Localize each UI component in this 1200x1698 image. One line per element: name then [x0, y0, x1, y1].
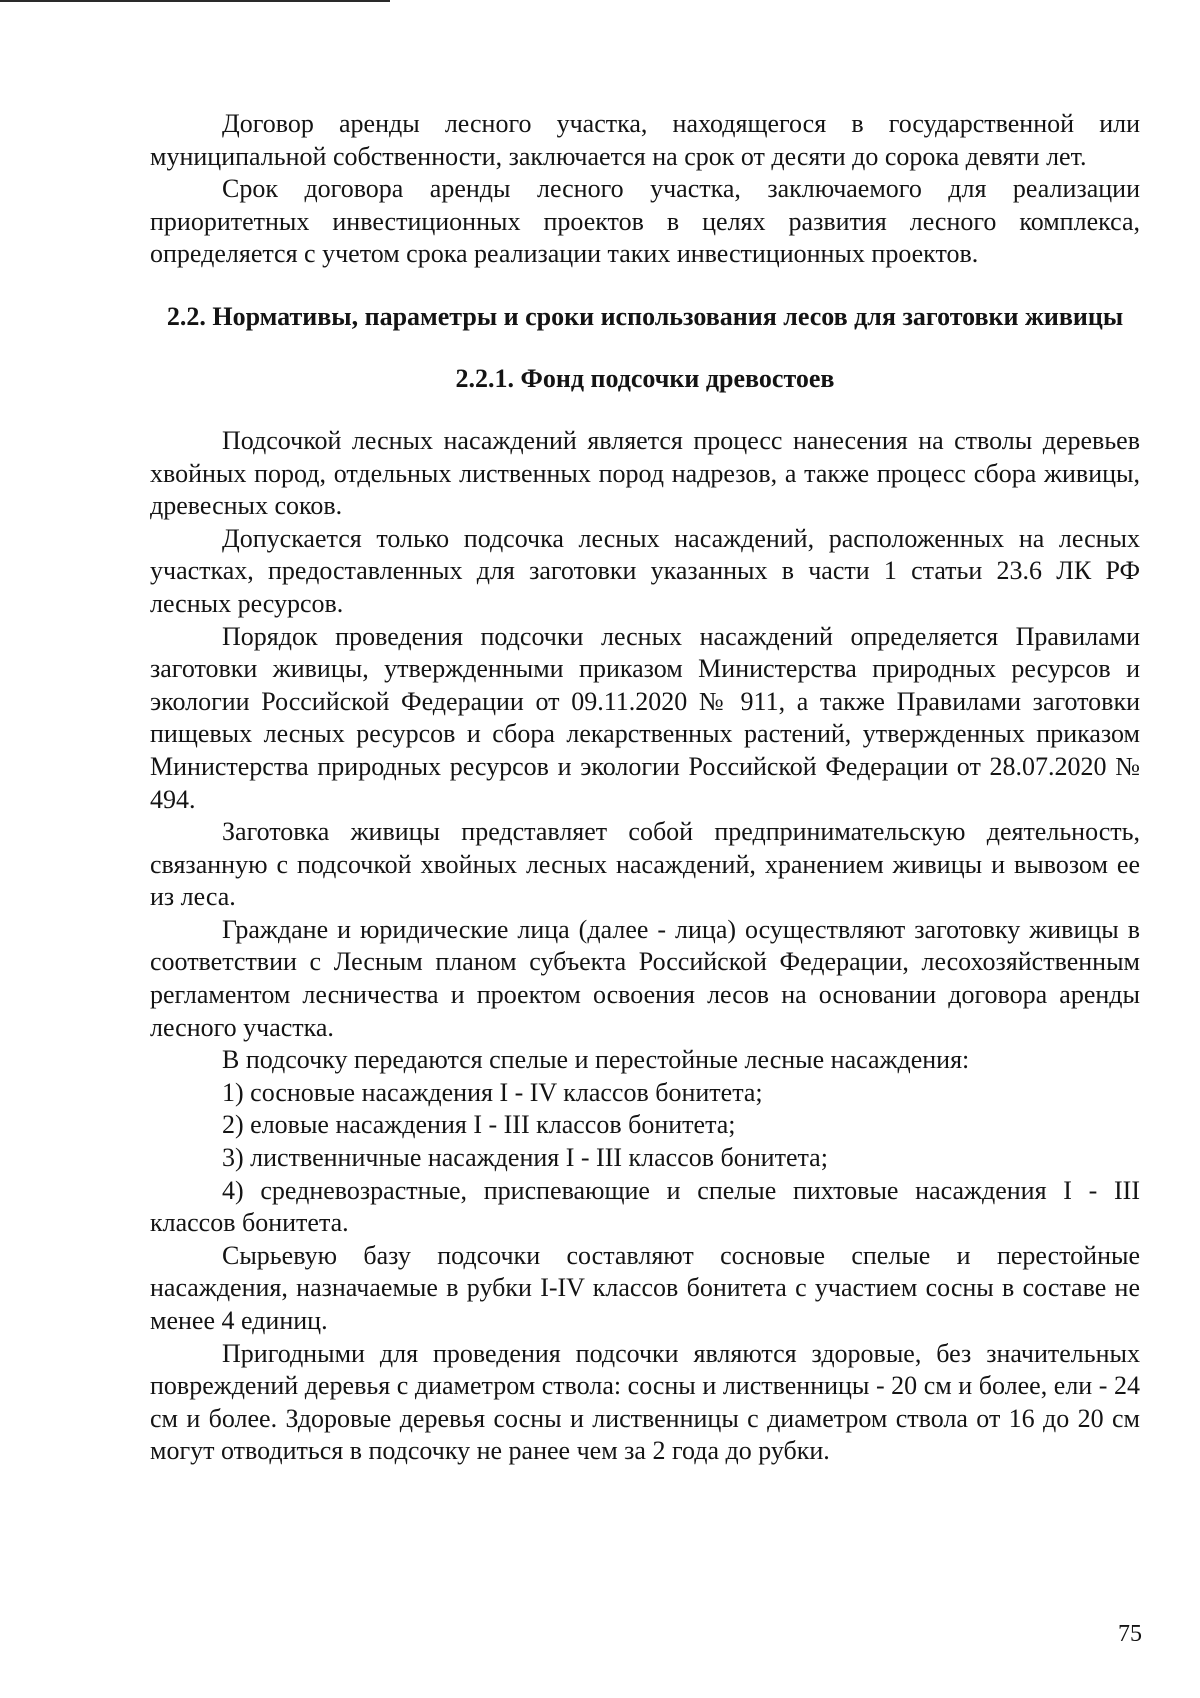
paragraph-citizens-legal-entities: Граждане и юридические лица (далее - лица) осуществляют заготовку живицы в соответствии с Лесным планом субъекта Российской Федерации, лесохозяйственным регламентом лесничества и проектом освоения лесов на основании договора аренды лесного участка.: [150, 914, 1140, 1042]
paragraph-resin-harvesting: Заготовка живицы представляет собой предпринимательскую деятельность, связанную с подсочкой хвойных лесных насаждений, хранением живицы и вывозом ее из леса.: [150, 817, 1140, 912]
list-item: 1) сосновые насаждения I - IV классов бонитета;: [222, 1077, 763, 1107]
paragraph-suitable-trees: Пригодными для проведения подсочки являются здоровые, без значительных повреждений деревья с диаметром ствола: сосны и лиственницы - 20 см и более, ели - 24 см и более. Здоровые деревья сосны и лиственницы с диаметром ствола от 16 до 20 см могут отводиться в подсочку не ранее чем за 2 года до рубки.: [150, 1338, 1140, 1466]
paragraph-tapping-definition: Подсочкой лесных насаждений является процесс нанесения на стволы деревьев хвойных пород, отдельных лиственных пород надрезов, а также процесс сбора живицы, древесных соков.: [150, 425, 1140, 521]
paragraph-raw-material-base: Сырьевую базу подсочки составляют сосновые спелые и перестойные насаждения, назначаемые в рубки I-IV классов бонитета с участием сосны в составе не менее 4 единиц.: [150, 1240, 1140, 1335]
page-number: 75: [1118, 1621, 1142, 1647]
paragraph-tapping-allowed: Допускается только подсочка лесных насаждений, расположенных на лесных участках, предоставленных для заготовки указанных в части 1 статьи 23.6 ЛК РФ лесных ресурсов.: [150, 523, 1140, 618]
section-heading: 2.2. Нормативы, параметры и сроки использования лесов для заготовки живицы: [166, 301, 1124, 331]
list-item: 4) средневозрастные, приспевающие и спелые пихтовые насаждения I - III классов бонитета.: [150, 1175, 1140, 1238]
list-item: 3) лиственничные насаждения I - III классов бонитета;: [222, 1143, 828, 1173]
document-body: [150, 108, 1140, 1468]
paragraph-priority-projects: Срок договора аренды лесного участка, заключаемого для реализации приоритетных инвестиционных проектов в целях развития лесного комплекса, определяется с учетом срока реализации таких инвестиционных проектов.: [150, 174, 1140, 269]
paragraph-stands-transferred: В подсочку передаются спелые и перестойные лесные насаждения:: [222, 1045, 970, 1075]
subsection-heading: 2.2.1. Фонд подсочки древостоев: [455, 363, 835, 393]
paragraph-lease-term: Договор аренды лесного участка, находящегося в государственной или муниципальной собственности, заключается на срок от десяти до сорока девяти лет.: [150, 109, 1140, 171]
scan-edge-line: [0, 0, 390, 2]
paragraph-tapping-rules: Порядок проведения подсочки лесных насаждений определяется Правилами заготовки живицы, утвержденными приказом Министерства природных ресурсов и экологии Российской Федерации от 09.11.2020 № 911, а также Правилами заготовки пищевых лесных ресурсов и сбора лекарственных растений, утвержденных приказом Министерства природных ресурсов и экологии Российской Федерации от 28.07.2020 № 494.: [150, 621, 1140, 814]
list-item: 2) еловые насаждения I - III классов бонитета;: [222, 1110, 736, 1140]
